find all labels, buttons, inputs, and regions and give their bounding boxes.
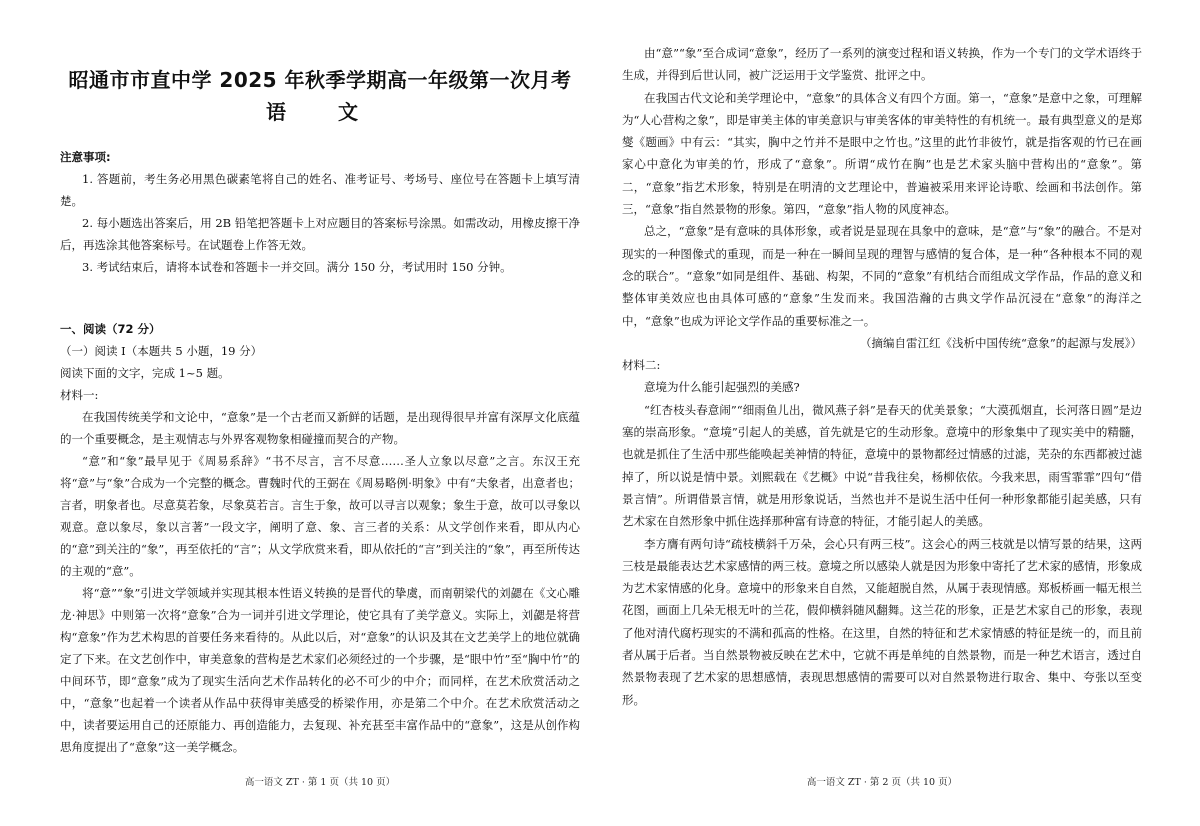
page-footer: 高一语文 ZT · 第 2 页（共 10 页） (806, 777, 958, 788)
reading-section (60, 318, 580, 758)
paragraph: 由“意”“象”至合成词“意象”，经历了一系列的演变过程和语义转换，作为一个专门的文学术语终于生成，并得到后世认同，被广泛运用于文学鉴赏、批评之中。 (622, 46, 1142, 83)
material-label: 材料二: (622, 358, 661, 373)
notice-item-3: 3. 考试结束后，请将本试卷和答题卡一并交回。满分 150 分，考试用时 150 分钟。 (82, 260, 512, 274)
paragraph: 意境为什么能引起强烈的美感? (644, 380, 800, 395)
notice-item-2: 2. 每小题选出答案后，用 2B 铅笔把答题卡上对应题目的答案标号涂黑。如需改动，用橡皮擦干净后，再选涂其他答案标号。在试题卷上作答无效。 (60, 216, 580, 252)
paragraph: 在我国古代文论和美学理论中，“意象”的具体含义有四个方面。第一，“意象”是意中之象，可理解为“人心营构之象”，即是审美主体的审美意识与审美客体的审美特性的有机统一。最有典型意义的是郑燮《题画》中有云：“其实，胸中之竹并不是眼中之竹也。”这里的此竹非彼竹，就是指客观的竹已在画家心中意化为审美的竹，形成了“意象”。所谓“成竹在胸”也是艺术家头脑中营构出的“意象”。第二，“意象”指艺术形象，特别是在明清的文艺理论中，普遍被采用来评论诗歌、绘画和书法创作。第三，“意象”指自然景物的形象。第四，“意象”指人物的风度神态。 (622, 90, 1142, 217)
subject-title: 语 文 (266, 100, 374, 124)
page-2-body (622, 42, 1142, 711)
paragraph: 总之，“意象”是有意味的具体形象，或者说是显现在具象中的意味，是“意”与“象”的融合。不是对现实的一种图像式的重现，而是一种在一瞬间呈现的理智与感情的复合体，是一种“各种根本不同的观念的联合”。“意象”如同是组件、基础、构架，不同的“意象”有机结合而组成文学作品，作品的意义和整体审美效应也由具体可感的“意象”生发而来。我国浩瀚的古典文学作品沉浸在“意象”的海洋之中，“意象”也成为评论文学作品的重要标准之一。 (622, 224, 1142, 328)
source-citation: （摘编自雷江红《浅析中国传统“意象”的起源与发展》） (859, 335, 1142, 350)
page-2 (622, 0, 1142, 826)
notice-heading: 注意事项: (60, 150, 111, 164)
paragraph: 将“意”“象”引进文学领域并实现其根本性语义转换的是晋代的挚虞，而南朝梁代的刘勰在《文心雕龙·神思》中则第一次将“意象”合为一词并引进文学理论，使它具有了美学意义。实际上，刘勰是将营构“意象”作为艺术构思的首要任务来看待的。从此以后，对“意象”的认识及其在文艺美学上的地位就确定了下来。在文艺创作中，审美意象的营构是艺术家们必须经过的一个步骤，是“眼中竹”至“胸中竹”的中间环节，即“意象”成为了现实生活向艺术作品转化的必不可少的中介；而同样，在艺术欣赏活动之中，“意象”也起着一个读者从作品中获得审美感受的桥梁作用，亦是第二个中介。在艺术欣赏活动之中，读者要运用自己的还原能力、再创造能力，去复现、补充甚至丰富作品中的“意象”，这是从创作构思角度提出了“意象”这一美学概念。 (60, 586, 580, 754)
paragraph: “红杏枝头春意闹”“细雨鱼儿出，微风燕子斜”是春天的优美景象；“大漠孤烟直，长河落日圆”是边塞的崇高形象。“意境”引起人的美感，首先就是它的生动形象。意境中的形象集中了现实美中的精髓，也就是抓住了生活中那些能唤起美神情的特征，意境中的景物都经过情感的过滤，芜杂的东西都被过滤掉了，所以说是情中景。刘熙载在《艺概》中说“昔我往矣，杨柳依依。今我来思，雨雪霏霏”四句“借景言情”。所谓借景言情，就是用形象说话，当然也并不是说生活中任何一种形象都能引起美感，只有艺术家在自然形象中抓住选择那种富有诗意的特征，才能引起人的美感。 (622, 402, 1142, 529)
subsection-heading: （一）阅读 I（本题共 5 小题，19 分） (60, 344, 263, 358)
page-footer: 高一语文 ZT · 第 1 页（共 10 页） (244, 777, 396, 788)
material-label: 材料一: (60, 388, 99, 402)
paragraph: 李方膺有两句诗“疏枝横斜千万朵，会心只有两三枝”。这会心的两三枝就是以情写景的结果，这两三枝是最能表达艺术家感情的两三枝。意境之所以感染人就是因为形象中寄托了艺术家的感情，形象成为艺术家情感的化身。意境中的形象来自自然，又能超脱自然，从属于表现情感。郑板桥画一幅无根兰花图，画面上几朵无根无叶的兰花，假仰横斜随风翻舞。这兰花的形象，正是艺术家自己的形象，表现了他对清代腐朽现实的不满和孤高的性格。在这里，自然的特征和艺术家情感的特征是统一的，而且前者从属于后者。当自然景物被反映在艺术中，它就不再是单纯的自然景物，而是一种艺术语言，透过自然景物表现了艺术家的思想感情，表现思想感情的需要可以对自然景物进行取舍、集中、夸张以至变形。 (622, 536, 1142, 707)
instruction: 阅读下面的文字，完成 1~5 题。 (60, 366, 230, 380)
paragraph: 在我国传统美学和文论中，“意象”是一个古老而又新鲜的话题，是出现得很早并富有深厚文化底蕴的一个重要概念，是主观情志与外界客观物象相碰撞而契合的产物。 (60, 410, 580, 446)
section-heading: 一、阅读（72 分） (60, 322, 161, 336)
page-1 (60, 0, 580, 826)
notice-block (60, 146, 580, 278)
paragraph: “意”和“象”最早见于《周易系辞》“书不尽言，言不尽意……圣人立象以尽意”之言。东汉王充将“意”与“象”合成为一个完整的概念。曹魏时代的王弼在《周易略例·明象》中有“夫象者，出意者也；言者，明象者也。尽意莫若象，尽象莫若言。言生于象，故可以寻言以观象；象生于意，故可以寻象以观意。意以象尽，象以言著”一段文字，阐明了意、象、言三者的关系：从文学创作来看，即从内心的“意”到关注的“象”，再至依托的“言”；从文学欣赏来看，即从依托的“言”到关注的“象”，再至所传达的主观的“意”。 (60, 454, 580, 578)
notice-item-1: 1. 答题前，考生务必用黑色碳素笔将自己的姓名、准考证号、考场号、座位号在答题卡上填写清楚。 (60, 172, 580, 208)
exam-title: 昭通市市直中学 2025 年秋季学期高一年级第一次月考 (68, 68, 572, 92)
